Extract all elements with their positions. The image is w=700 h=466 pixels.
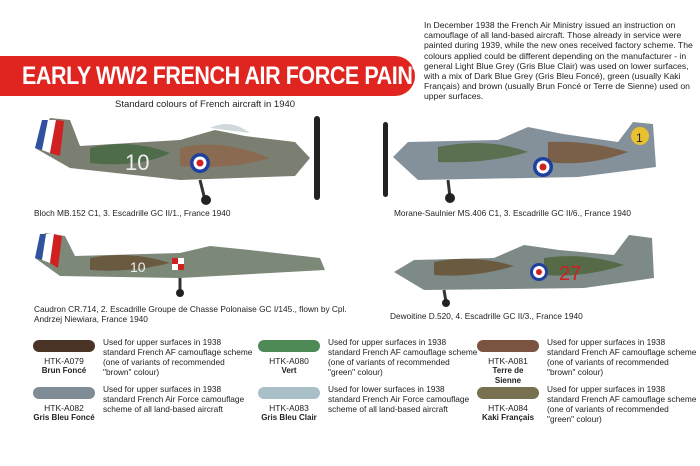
paint-description: Used for upper surfaces in 1938 standard French AF camouflage scheme (one of variants of recommended "brown" colour): [547, 337, 697, 377]
paint-description: Used for upper surfaces in 1938 standard French AF camouflage scheme (one of variants of recommended "green" colour): [328, 337, 478, 377]
paint-code: HTK-A079 Brun Foncé: [41, 356, 87, 375]
aircraft-morane-ms406: [378, 112, 668, 207]
paint-code: HTK-A082 Gris Bleu Foncé: [33, 403, 95, 422]
aircraft-dewoitine-d520: [384, 230, 664, 310]
aircraft-marking: 27: [559, 263, 582, 285]
aircraft-caption: Dewoitine D.520, 4. Escadrille GC II/3., France 1940: [390, 311, 583, 321]
page-title: EARLY WW2 FRENCH AIR FORCE PAINT SET: [22, 62, 472, 90]
paint-description: Used for upper surfaces in 1938 standard French AF camouflage scheme (one of variants of recommended "brown" colour): [103, 337, 253, 377]
aircraft-marking: 1: [636, 131, 643, 145]
color-chip: [477, 387, 539, 399]
color-chip: [258, 340, 320, 352]
paint-description: Used for lower surfaces in 1938 standard French Air Force camouflage scheme of all land-based aircraft: [328, 384, 470, 414]
paint-code: HTK-A083 Gris Bleu Clair: [261, 403, 317, 422]
aircraft-marking: 10: [125, 150, 150, 175]
aircraft-caudron-cr714: [30, 228, 340, 300]
paint-description: Used for upper surfaces in 1938 standard French Air Force camouflage scheme of all land-based aircraft: [103, 384, 245, 414]
subtitle: Standard colours of French aircraft in 1940: [115, 99, 296, 110]
aircraft-marking: 10: [130, 259, 146, 275]
color-chip: [33, 340, 95, 352]
paint-code: HTK-A080 Vert: [269, 356, 309, 375]
paint-code: HTK-A084 Kaki Français: [481, 403, 535, 422]
paint-code: HTK-A081 Terre de Sienne: [488, 356, 528, 385]
aircraft-caption: Morane-Saulnier MS.406 C1, 3. Escadrille GC II/6., France 1940: [394, 208, 632, 218]
paint-description: Used for upper surfaces in 1938 standard French AF camouflage scheme (one of variants of recommended "green" colour): [547, 384, 697, 424]
color-chip: [33, 387, 95, 399]
aircraft-caption: Bloch MB.152 C1, 3. Escadrille GC II/1., France 1940: [34, 208, 231, 218]
color-chip: [258, 387, 320, 399]
aircraft-caption: Caudron CR.714, 2. Escadrille Groupe de Chasse Polonaise GC I/145., flown by Cpl. Andrzej Niewiara, France 1940: [34, 304, 347, 324]
aircraft-bloch-mb152: [30, 108, 340, 208]
color-chip: [477, 340, 539, 352]
intro-text: In December 1938 the French Air Ministry issued an instruction on camouflage of all land-based aircraft. Those already in service were painted during 1939, while the new ones received factory scheme. The colours applied could be different depending on the manufacturer - in general Light Blue Grey (Gris Blue Clair) was used on lower surfaces, with a mix of Dark Blue Grey (Gris Bleu Foncé), green (usually Kaki Français) and brown (usually Brun Foncé or Terre de Sienne) used on upper surfaces.: [424, 20, 693, 102]
